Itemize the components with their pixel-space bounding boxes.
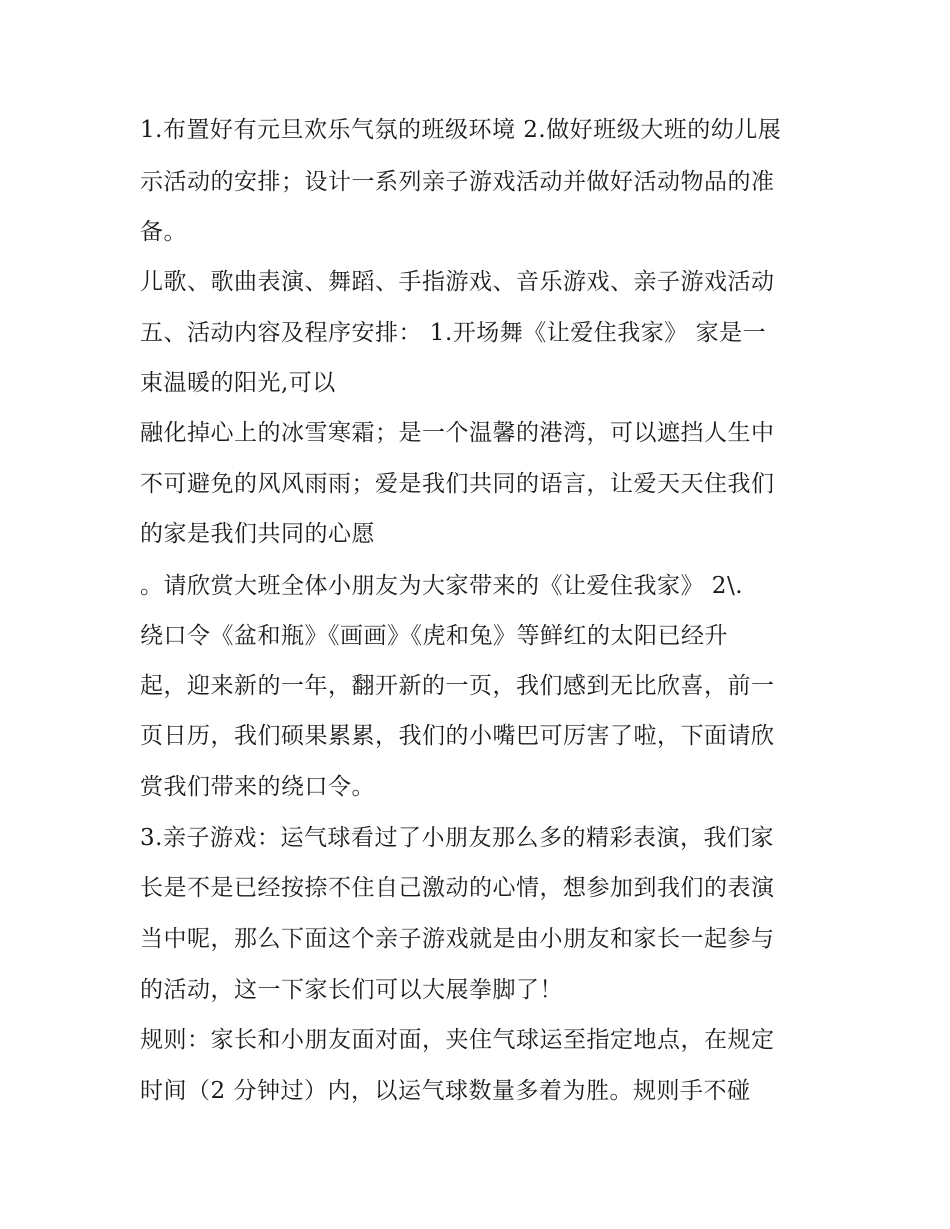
text-line: 规则：家长和小朋友面对面，夹住气球运至指定地点，在规定 xyxy=(140,1027,775,1053)
text-line: 长是不是已经按捺不住自己激动的心情，想参加到我们的表演 xyxy=(140,875,775,901)
text-line: 1.布置好有元旦欢乐气氛的班级环境 2.做好班级大班的幼儿展 xyxy=(140,117,782,143)
text-line: 不可避免的风风雨雨；爱是我们共同的语言，让爱天天住我们 xyxy=(140,471,775,497)
text-line: 3.亲子游戏：运气球看过了小朋友那么多的精彩表演，我们家 xyxy=(140,825,774,851)
text-line: 束温暖的阳光,可以 xyxy=(140,370,336,396)
text-line: 页日历，我们硕果累累，我们的小嘴巴可厉害了啦，下面请欣 xyxy=(140,723,775,749)
text-line: 的家是我们共同的心愿 xyxy=(140,521,375,547)
text-line: 示活动的安排；设计一系列亲子游戏活动并做好活动物品的准 xyxy=(140,169,775,195)
text-line: 当中呢，那么下面这个亲子游戏就是由小朋友和家长一起参与 xyxy=(140,926,775,952)
text-line: 儿歌、歌曲表演、舞蹈、手指游戏、音乐游戏、亲子游戏活动 xyxy=(140,269,775,295)
text-line: 五、活动内容及程序安排： 1.开场舞《让爱住我家》 家是一 xyxy=(140,320,767,346)
text-line: 时间（2 分钟过）内，以运气球数量多着为胜。规则手不碰 xyxy=(140,1078,751,1104)
text-line: 。请欣赏大班全体小朋友为大家带来的《让爱住我家》 2\. xyxy=(140,573,744,599)
text-line: 备。 xyxy=(140,219,187,245)
text-line: 绕口令《盆和瓶》《画画》《虎和兔》等鲜红的太阳已经升 xyxy=(140,623,728,649)
text-line: 融化掉心上的冰雪寒霜；是一个温馨的港湾，可以遮挡人生中 xyxy=(140,420,775,446)
text-line: 起，迎来新的一年，翻开新的一页，我们感到无比欣喜，前一 xyxy=(140,673,775,699)
text-line: 赏我们带来的绕口令。 xyxy=(140,774,375,800)
text-line: 的活动，这一下家长们可以大展拳脚了！ xyxy=(140,977,563,1003)
